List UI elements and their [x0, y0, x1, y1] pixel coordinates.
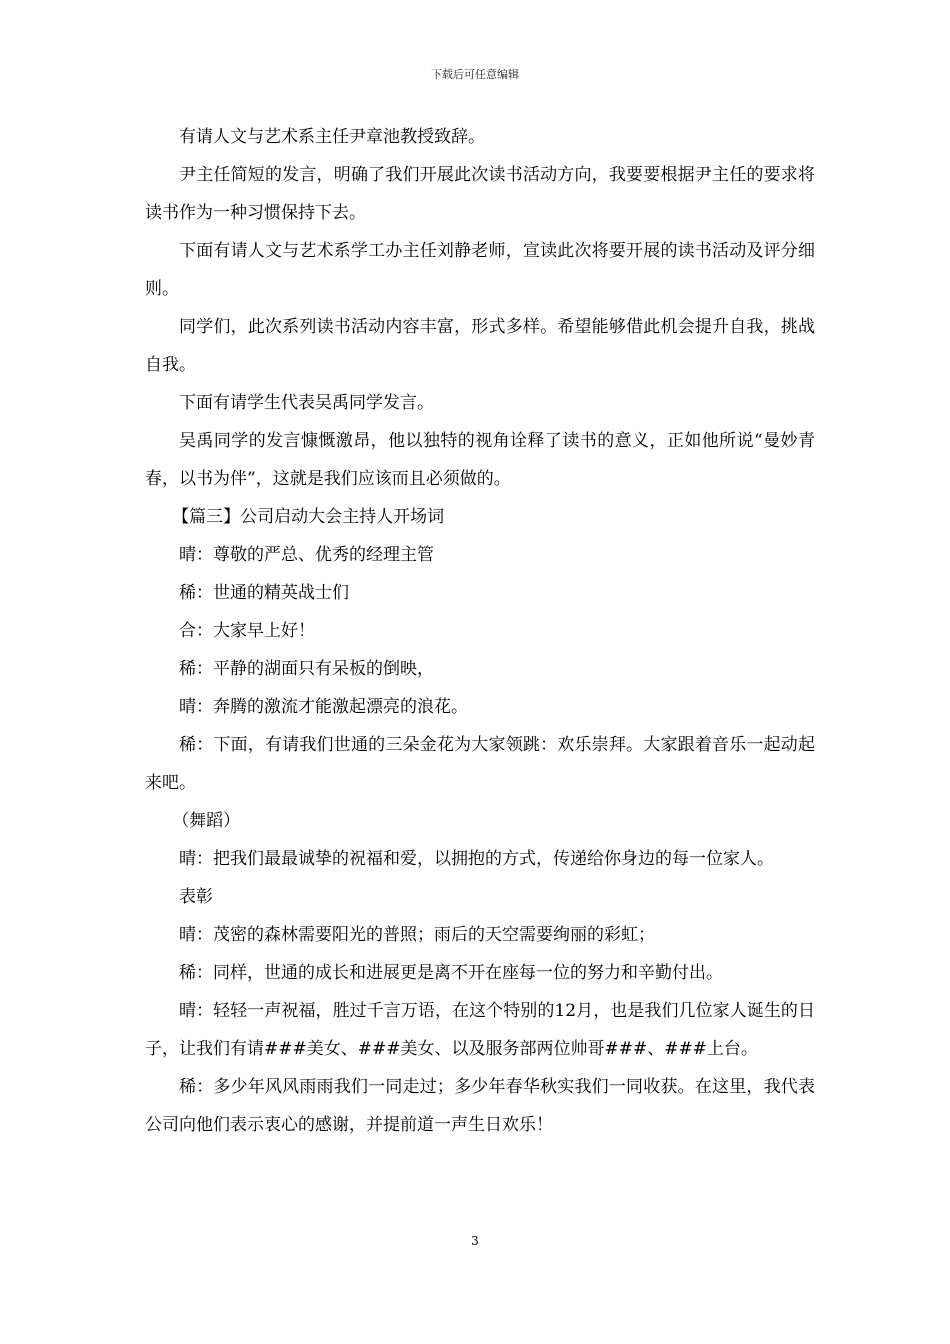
dialogue-line: 合：大家早上好！ [179, 621, 315, 641]
dialogue-line: 稀：世通的精英战士们 [179, 583, 349, 603]
dialogue-line: 稀：平静的湖面只有呆板的倒映， [179, 659, 434, 679]
dialogue-line: 晴：轻轻一声祝福，胜过千言万语，在这个特别的12月，也是我们几位家人诞生的日子，让我们有请###美女、###美女、以及服务部两位帅哥###、###上台。 [145, 1001, 815, 1059]
dialogue-line: 晴：茂密的森林需要阳光的普照；雨后的天空需要绚丽的彩虹； [179, 925, 655, 945]
page-number: 3 [471, 1234, 479, 1248]
dialogue-line: 晴：把我们最最诚挚的祝福和爱，以拥抱的方式，传递给你身边的每一位家人。 [179, 849, 774, 869]
dialogue-line: 晴：尊敬的严总、优秀的经理主管 [179, 545, 434, 565]
dialogue-line: 稀：下面，有请我们世通的三朵金花为大家领跳：欢乐崇拜。大家跟着音乐一起动起来吧。 [145, 735, 815, 793]
paragraph: 同学们，此次系列读书活动内容丰富，形式多样。希望能够借此机会提升自我，挑战自我。 [145, 317, 815, 375]
paragraph: 有请人文与艺术系主任尹章池教授致辞。 [179, 127, 485, 147]
section-heading: 【篇三】公司启动大会主持人开场词 [172, 507, 445, 527]
dialogue-line: 稀：同样，世通的成长和进展更是离不开在座每一位的努力和辛勤付出。 [179, 963, 723, 983]
stage-direction: （舞蹈） [172, 811, 241, 831]
paragraph: 吴禹同学的发言慷慨激昂，他以独特的视角诠释了读书的意义，正如他所说“曼妙青春，以书为伴”，这就是我们应该而且必须做的。 [145, 431, 815, 489]
page-header: 下载后可任意编辑 [431, 68, 519, 81]
section-label: 表彰 [179, 887, 213, 907]
paragraph: 尹主任简短的发言，明确了我们开展此次读书活动方向，我要要根据尹主任的要求将读书作为一种习惯保持下去。 [145, 165, 815, 223]
document-body [145, 118, 815, 1144]
dialogue-line: 晴：奔腾的激流才能激起漂亮的浪花。 [179, 697, 468, 717]
paragraph: 下面有请人文与艺术系学工办主任刘静老师，宣读此次将要开展的读书活动及评分细则。 [145, 241, 815, 299]
paragraph: 下面有请学生代表吴禹同学发言。 [179, 393, 434, 413]
dialogue-line: 稀：多少年风风雨雨我们一同走过；多少年春华秋实我们一同收获。在这里，我代表公司向他们表示衷心的感谢，并提前道一声生日欢乐！ [145, 1077, 815, 1135]
